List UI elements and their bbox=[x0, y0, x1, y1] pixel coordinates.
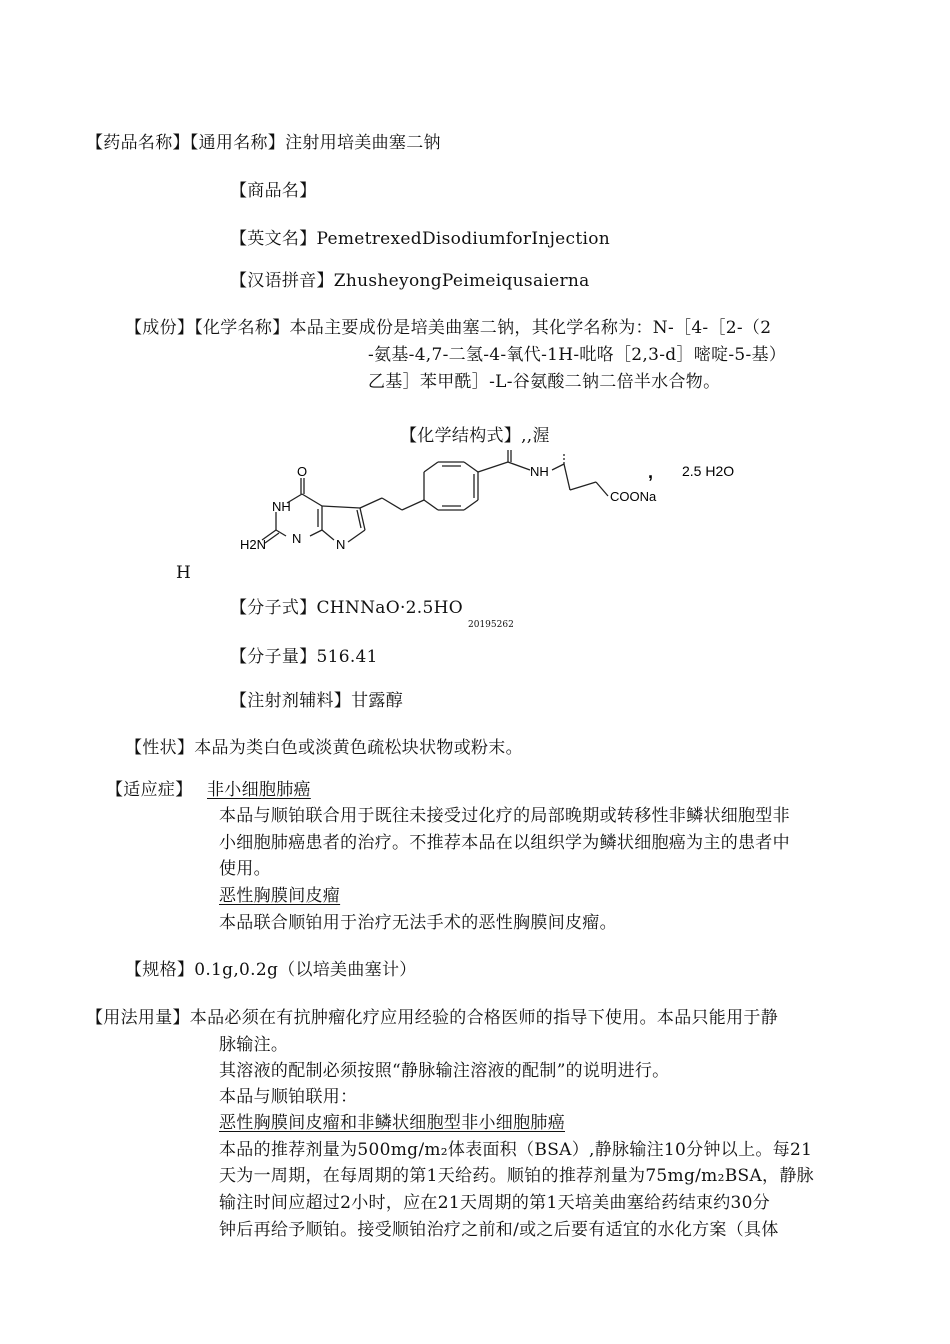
english-name-line: 【英文名】PemetrexedDisodiumforInjection bbox=[230, 229, 611, 249]
indication-text-line-2: 小细胞肺癌患者的治疗。不推荐本品在以组织学为鳞状细胞癌为主的患者中 bbox=[219, 833, 790, 853]
carbonyl-o-label: O bbox=[297, 464, 308, 479]
dosage-line-1: 【用法用量】本品必须在有抗肿瘤化疗应用经验的合格医师的指导下使用。本品只能用于静 bbox=[86, 1008, 778, 1028]
structure-comma: , bbox=[648, 462, 654, 482]
dosage-line-6: 天为一周期，在每周期的第1天给药。顺铂的推荐剂量为75mg/m₂BSA，静脉 bbox=[219, 1166, 814, 1186]
indication-text-line-1: 本品与顺铂联合用于既往未接受过化疗的局部晚期或转移性非鳞状细胞型非 bbox=[219, 806, 790, 826]
dosage-line-7: 输注时间应超过2小时，应在21天周期的第1天培美曲塞给药结束约30分 bbox=[219, 1193, 771, 1213]
ring-n-label-2: N bbox=[336, 537, 346, 552]
dosage-line-4: 本品与顺铂联用： bbox=[219, 1087, 358, 1107]
dosage-line-2: 脉输注。 bbox=[219, 1035, 289, 1055]
formula-footnote: 20195262 bbox=[468, 620, 514, 630]
molecular-formula-line: 【分子式】CHNNaO·2.5HO bbox=[230, 598, 463, 618]
specification-line: 【规格】0.1g,0.2g（以培美曲塞计） bbox=[125, 960, 417, 980]
excipient-line: 【注射剂辅料】甘露醇 bbox=[230, 691, 403, 711]
dosage-line-5: 本品的推荐剂量为500mg/m₂体表面积（BSA）,静脉输注10分钟以上。每21 bbox=[219, 1140, 813, 1160]
chemical-name-line-2: -氨基-4,7-二氢-4-氧代-1H-吡咯［2,3-d］嘧啶-5-基） bbox=[368, 345, 787, 365]
pinyin-line: 【汉语拼音】ZhusheyongPeimeiqusaierna bbox=[230, 271, 590, 291]
dosage-line-8: 钟后再给予顺铂。接受顺铂治疗之前和/或之后要有适宜的水化方案（具体 bbox=[219, 1220, 779, 1240]
indications-label: 【适应症】 bbox=[106, 780, 193, 800]
stray-h-mark: H bbox=[176, 563, 192, 583]
drug-name-line: 【药品名称】【通用名称】注射用培美曲塞二钠 bbox=[86, 133, 441, 153]
indication-text-line-3: 使用。 bbox=[219, 859, 271, 879]
amine-h2n-label: H2N bbox=[240, 537, 267, 552]
indication-title-nsclc: 非小细胞肺癌 bbox=[207, 780, 311, 800]
coona-label: COONa bbox=[610, 489, 657, 504]
indication-title-mesothelioma: 恶性胸膜间皮瘤 bbox=[219, 886, 341, 906]
structure-heading: 【化学结构式】,,渥 bbox=[400, 426, 550, 446]
molecular-weight-line: 【分子量】516.41 bbox=[230, 647, 378, 667]
ring-nh-label: NH bbox=[272, 499, 291, 514]
ring-n-label-1: N bbox=[292, 531, 302, 546]
hydrate-label: 2.5 H2O bbox=[682, 463, 735, 479]
appearance-line: 【性状】本品为类白色或淡黄色疏松块状物或粉末。 bbox=[125, 738, 523, 758]
chemical-structure-diagram bbox=[230, 450, 760, 565]
chemical-name-line-3: 乙基］苯甲酰］-L-谷氨酸二钠二倍半水合物。 bbox=[368, 372, 721, 392]
amide-nh-label: NH bbox=[530, 464, 549, 479]
dosage-line-3: 其溶液的配制必须按照“静脉输注溶液的配制”的说明进行。 bbox=[219, 1061, 670, 1081]
chemical-name-line-1: 【成份】【化学名称】本品主要成份是培美曲塞二钠，其化学名称为：N-［4-［2-（2 bbox=[125, 318, 772, 338]
trade-name-line: 【商品名】 bbox=[230, 181, 317, 201]
indication-text-line-4: 本品联合顺铂用于治疗无法手术的恶性胸膜间皮瘤。 bbox=[219, 913, 617, 933]
dosage-subtitle: 恶性胸膜间皮瘤和非鳞状细胞型非小细胞肺癌 bbox=[219, 1113, 565, 1133]
